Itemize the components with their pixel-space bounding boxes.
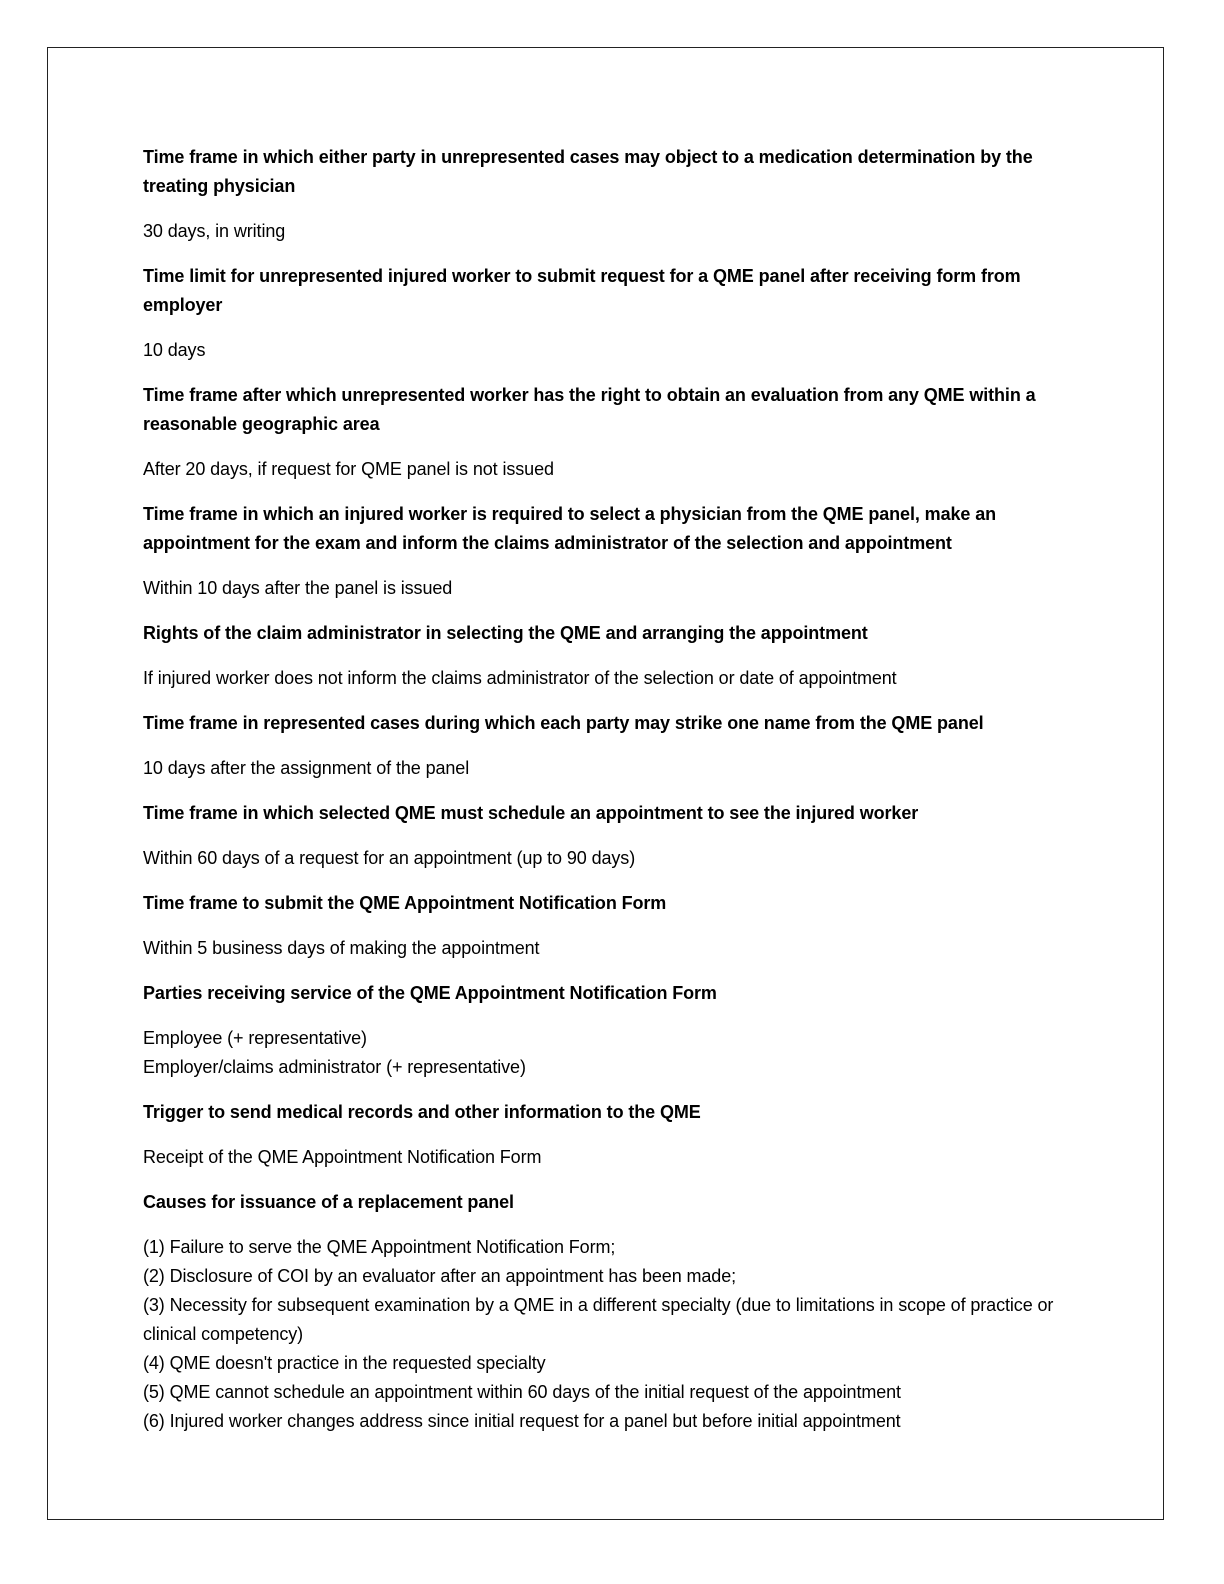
question-heading: Time frame in which an injured worker is required to select a physician from the QME panel, make an appointment for the exam and inform the claims administrator of the selection and appointment [143,504,997,553]
question-heading: Causes for issuance of a replacement panel [143,1192,514,1212]
answer-text [143,934,1078,963]
answer-line: Within 5 business days of making the appointment [143,938,540,958]
qa-entry [143,619,1078,693]
answer-line: After 20 days, if request for QME panel is not issued [143,459,554,479]
qa-entry [143,1188,1078,1436]
answer-line: 10 days [143,340,206,360]
answer-line: (4) QME doesn't practice in the requested specialty [143,1353,546,1373]
answer-text [143,1024,1078,1082]
qa-entry [143,709,1078,783]
question-heading: Time limit for unrepresented injured worker to submit request for a QME panel after receiving form from employer [143,266,1021,315]
answer-line: Within 60 days of a request for an appointment (up to 90 days) [143,848,636,868]
qa-entry [143,1098,1078,1172]
answer-line: (6) Injured worker changes address since initial request for a panel but before initial appointment [143,1411,901,1431]
answer-line: (5) QME cannot schedule an appointment within 60 days of the initial request of the appointment [143,1382,901,1402]
answer-line: Receipt of the QME Appointment Notification Form [143,1147,542,1167]
answer-line: (1) Failure to serve the QME Appointment Notification Form; [143,1237,616,1257]
qa-entry [143,262,1078,365]
qa-entry [143,500,1078,603]
qa-entry [143,889,1078,963]
qa-entry [143,799,1078,873]
question-heading: Trigger to send medical records and other information to the QME [143,1102,701,1122]
question-heading: Time frame after which unrepresented worker has the right to obtain an evaluation from any QME within a reasonable geographic area [143,385,1036,434]
answer-line: If injured worker does not inform the claims administrator of the selection or date of appointment [143,668,897,688]
answer-text [143,754,1078,783]
answer-text [143,217,1078,246]
answer-line: (3) Necessity for subsequent examination by a QME in a different specialty (due to limitations in scope of practice or clinical competency) [143,1295,1054,1344]
document-body [143,143,1078,1452]
question-heading: Time frame in represented cases during which each party may strike one name from the QME panel [143,713,984,733]
answer-text [143,844,1078,873]
qa-entry [143,143,1078,246]
answer-text [143,455,1078,484]
answer-line: 10 days after the assignment of the panel [143,758,470,778]
answer-line: 30 days, in writing [143,221,286,241]
answer-line: (2) Disclosure of COI by an evaluator after an appointment has been made; [143,1266,737,1286]
qa-entry [143,979,1078,1082]
answer-text [143,336,1078,365]
question-heading: Time frame in which either party in unrepresented cases may object to a medication determination by the treating physician [143,147,1033,196]
question-heading: Rights of the claim administrator in selecting the QME and arranging the appointment [143,623,868,643]
qa-entry [143,381,1078,484]
answer-line: Employee (+ representative) [143,1028,367,1048]
answer-text [143,1143,1078,1172]
question-heading: Time frame in which selected QME must schedule an appointment to see the injured worker [143,803,919,823]
answer-text [143,1233,1078,1436]
question-heading: Parties receiving service of the QME Appointment Notification Form [143,983,717,1003]
answer-line: Within 10 days after the panel is issued [143,578,453,598]
answer-line: Employer/claims administrator (+ representative) [143,1057,526,1077]
answer-text [143,664,1078,693]
question-heading: Time frame to submit the QME Appointment Notification Form [143,893,667,913]
answer-text [143,574,1078,603]
